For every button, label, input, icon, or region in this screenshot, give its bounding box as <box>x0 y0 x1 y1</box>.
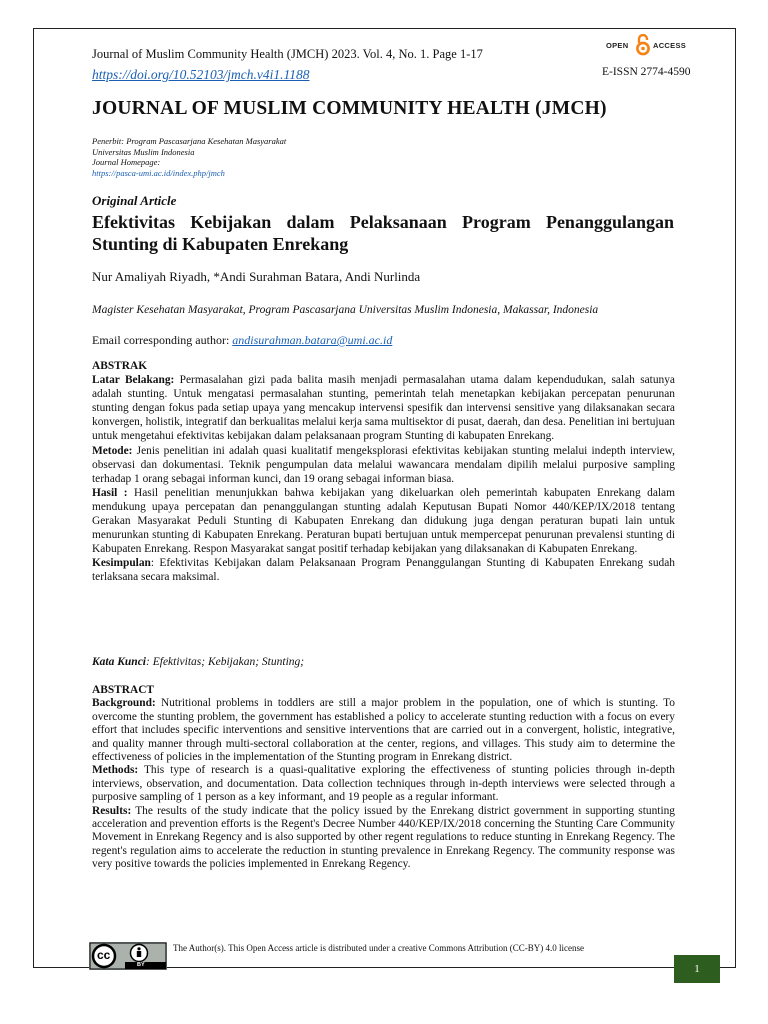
publisher-line: Universitas Muslim Indonesia <box>92 146 195 157</box>
abstrak-kesimpulan <box>92 556 675 584</box>
kata-kunci-text: : Efektivitas; Kebijakan; Stunting; <box>146 656 305 668</box>
journal-citation: Journal of Muslim Community Health (JMCH) 2023. Vol. 4, No. 1. Page 1-17 <box>92 47 483 61</box>
section-text: Permasalahan gizi pada balita masih menjadi permasalahan utama dalam kependudukan, salah satunya adalah stunting. Untuk mengatasi permasalahan stunting, pemerintah telah menetapkan kebijakan percepatan penurunan stunting dengan fokus pada setiap upaya yang mencakup intervensi spesifik dan intervensi sensitive yang dilaksanakan secara konvergen, holistik, integratif dan berkualitas melalui kerja sama multisektor di pusat, daerah, dan desa. Penelitian ini bertujuan untuk mengetahui efektivitas kebijakan dalam pelaksanaan program Stunting di kabupaten Enrekang. <box>92 374 675 443</box>
abstract-section <box>92 684 675 872</box>
issn: E-ISSN 2774-4590 <box>602 66 691 78</box>
section-label: Hasil : <box>92 486 128 499</box>
abstract-results <box>92 805 675 872</box>
section-label: Latar Belakang: <box>92 374 175 387</box>
publisher-line: Penerbit: Program Pascasarjana Kesehatan Masyarakat <box>92 136 287 146</box>
abstract-heading: ABSTRACT <box>92 684 155 696</box>
kata-kunci <box>92 656 304 668</box>
open-access-logo <box>606 34 700 56</box>
page-number: 1 <box>694 963 700 975</box>
cc-label: cc <box>97 948 111 962</box>
section-label: Background: <box>92 697 156 710</box>
email-label: Email corresponding author: <box>92 333 233 347</box>
abstrak-section <box>92 359 675 585</box>
article-type: Original Article <box>92 193 177 208</box>
access-label: ACCESS <box>653 41 687 50</box>
doi-link[interactable]: https://doi.org/10.52103/jmch.v4i1.1188 <box>92 67 310 82</box>
section-text: Hasil penelitian menunjukkan bahwa kebijakan yang dikeluarkan oleh pemerintah kabupaten Enrekang dalam mendukung upaya percepatan dan penanggulangan stunting adalah Keputusan Bupati Nomor 440/KEP/IX/2018 tentang Gerakan Masyarakat Peduli Stunting di Kabupaten Enrekang dan didukung juga dengan peraturan bupati lain untuk menurunkan stunting di Kabupaten Enrekang. Peraturan bupati bertujuan untuk mempercepat penurunan prevalensi stunting di Kabupaten Enrekang. Respon Masyarakat sangat positif terhadap kebijakan yang dilaksanakan di Kabupaten Enrekang. <box>92 486 675 556</box>
section-text: : Efektivitas Kebijakan dalam Pelaksanaan Program Penanggulangan Stunting di Kabupaten Enrekang sudah terlaksana secara maksimal. <box>92 557 675 584</box>
section-text: Nutritional problems in toddlers are still a major problem in the population, one of which is stunting. To overcome the stunting problem, the government has established a policy to accelerate stunting reduction with a focus on every effort that includes specific interventions and sensitive interventions that are carried out in a convergent, holistic, integrative, and quality manner through multi-sectoral collaboration at the center, regions, and villages. This study aim to determine the effectiveness of policies in the implementation of the Stunting program in Enrekang district. <box>92 697 675 764</box>
section-text: Jenis penelitian ini adalah quasi kualitatif mengeksplorasi efektivitas kebijakan stunting melalui indepth interview, observasi dan dokumentasi. Teknik pengumpulan data melalui wawancara mendalam dipilih melalui purposive sampling terhadap 1 orang sebagai informan kunci, dan 19 orang sebagai informan biasa. <box>92 444 675 485</box>
article-title: Efektivitas Kebijakan dalam Pelaksanaan Program Penanggulangan Stunting di Kabupaten Enrekang <box>92 212 674 254</box>
email-link[interactable]: andisurahman.batara@umi.ac.id <box>232 333 393 347</box>
section-label: Kesimpulan <box>92 557 151 570</box>
journal-title: JOURNAL OF MUSLIM COMMUNITY HEALTH (JMCH) <box>92 98 607 119</box>
section-label: Metode: <box>92 444 133 457</box>
open-access-lock-icon <box>636 34 650 56</box>
page-number-box <box>674 955 720 983</box>
corresponding-email <box>92 333 392 348</box>
abstract-methods <box>92 764 675 804</box>
abstrak-heading: ABSTRAK <box>92 360 148 372</box>
abstrak-metode <box>92 444 675 486</box>
section-text: This type of research is a quasi-qualitative exploring the effectiveness of stunting policies through in-depth interviews, observation, and documentation. Data collection techniques through in-depth interviews were selected through a purposive sampling of 1 person as a key informant, and 19 people as a regular informant. <box>92 764 675 804</box>
cc-by-badge <box>89 942 167 970</box>
publisher-info <box>92 136 392 178</box>
open-label: OPEN <box>606 41 629 50</box>
homepage-label: Journal Homepage: <box>92 157 161 167</box>
abstrak-latar-belakang <box>92 373 675 443</box>
abstrak-hasil <box>92 486 675 556</box>
authors: Nur Amaliyah Riyadh, *Andi Surahman Batara, Andi Nurlinda <box>92 269 421 284</box>
section-text: The results of the study indicate that the policy issued by the Enrekang district government in supporting stunting acceleration and prevention efforts is the Regent's Decree Number 440/KEP/IX/2018 concerning the Stunting Care Community Movement in Enrekang Regency and is also supported by other regent regulations to reduce stunting in Enrekang Regency. The regent's regulation aims to accelerate the reduction in stunting prevalence in Enrekang Regency. The community response was very positive towards the policies implemented in Enrekang Regency. <box>92 804 675 871</box>
by-label: BY <box>137 962 145 968</box>
section-label: Methods: <box>92 764 139 777</box>
kata-kunci-label: Kata Kunci <box>92 656 147 668</box>
section-label: Results: <box>92 804 132 817</box>
homepage-link[interactable]: https://pasca-umi.ac.id/index.php/jmch <box>92 167 225 178</box>
abstract-background <box>92 697 675 764</box>
affiliation: Magister Kesehatan Masyarakat, Program Pascasarjana Universitas Muslim Indonesia, Makassar, Indonesia <box>92 304 599 316</box>
license-text: The Author(s). This Open Access article is distributed under a creative Commons Attribution (CC-BY) 4.0 license <box>173 943 585 953</box>
